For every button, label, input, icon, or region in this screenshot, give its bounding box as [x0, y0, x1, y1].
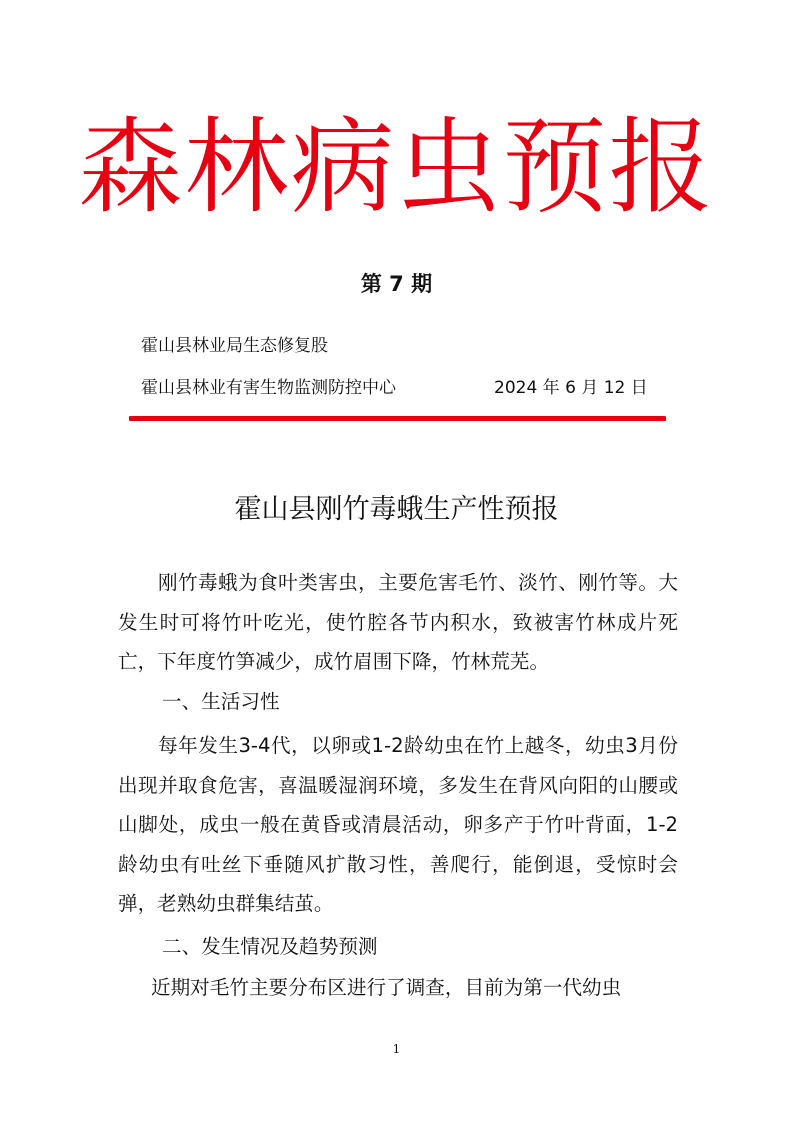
publisher-secondary: 霍山县林业有害生物监测防控中心: [141, 378, 396, 398]
article-title: 霍山县刚竹毒蛾生产性预报: [234, 494, 559, 525]
section-heading-habits: 一、生活习性: [162, 690, 280, 713]
masthead-divider: [129, 416, 666, 421]
forecast-paragraph: 近期对毛竹主要分布区进行了调查，目前为第一代幼虫: [151, 976, 622, 999]
issue-date: 2024 年 6 月 12 日: [494, 378, 648, 398]
page-number: 1: [392, 1042, 401, 1056]
issue-number: 第 7 期: [360, 272, 433, 296]
intro-paragraph: 刚竹毒蛾为食叶类害虫，主要危害毛竹、淡竹、刚竹等。大发生时可将竹叶吃光，使竹腔各节内积水，致被害竹林成片死亡，下年度竹笋减少，成竹眉围下降，竹林荒芜。: [118, 571, 678, 673]
section-heading-forecast: 二、发生情况及趋势预测: [162, 935, 378, 958]
publisher-primary: 霍山县林业局生态修复股: [141, 336, 328, 356]
masthead-title: 森林病虫预报: [78, 106, 715, 228]
habits-paragraph: 每年发生3-4代，以卵或1-2龄幼虫在竹上越冬，幼虫3月份出现并取食危害，喜温暖湿润环境，多发生在背风向阳的山腰或山脚处，成虫一般在黄昏或清晨活动，卵多产于竹叶背面，1-2龄幼虫有吐丝下垂随风扩散习性，善爬行，能倒退，受惊时会弹，老熟幼虫群集结茧。: [118, 734, 678, 915]
